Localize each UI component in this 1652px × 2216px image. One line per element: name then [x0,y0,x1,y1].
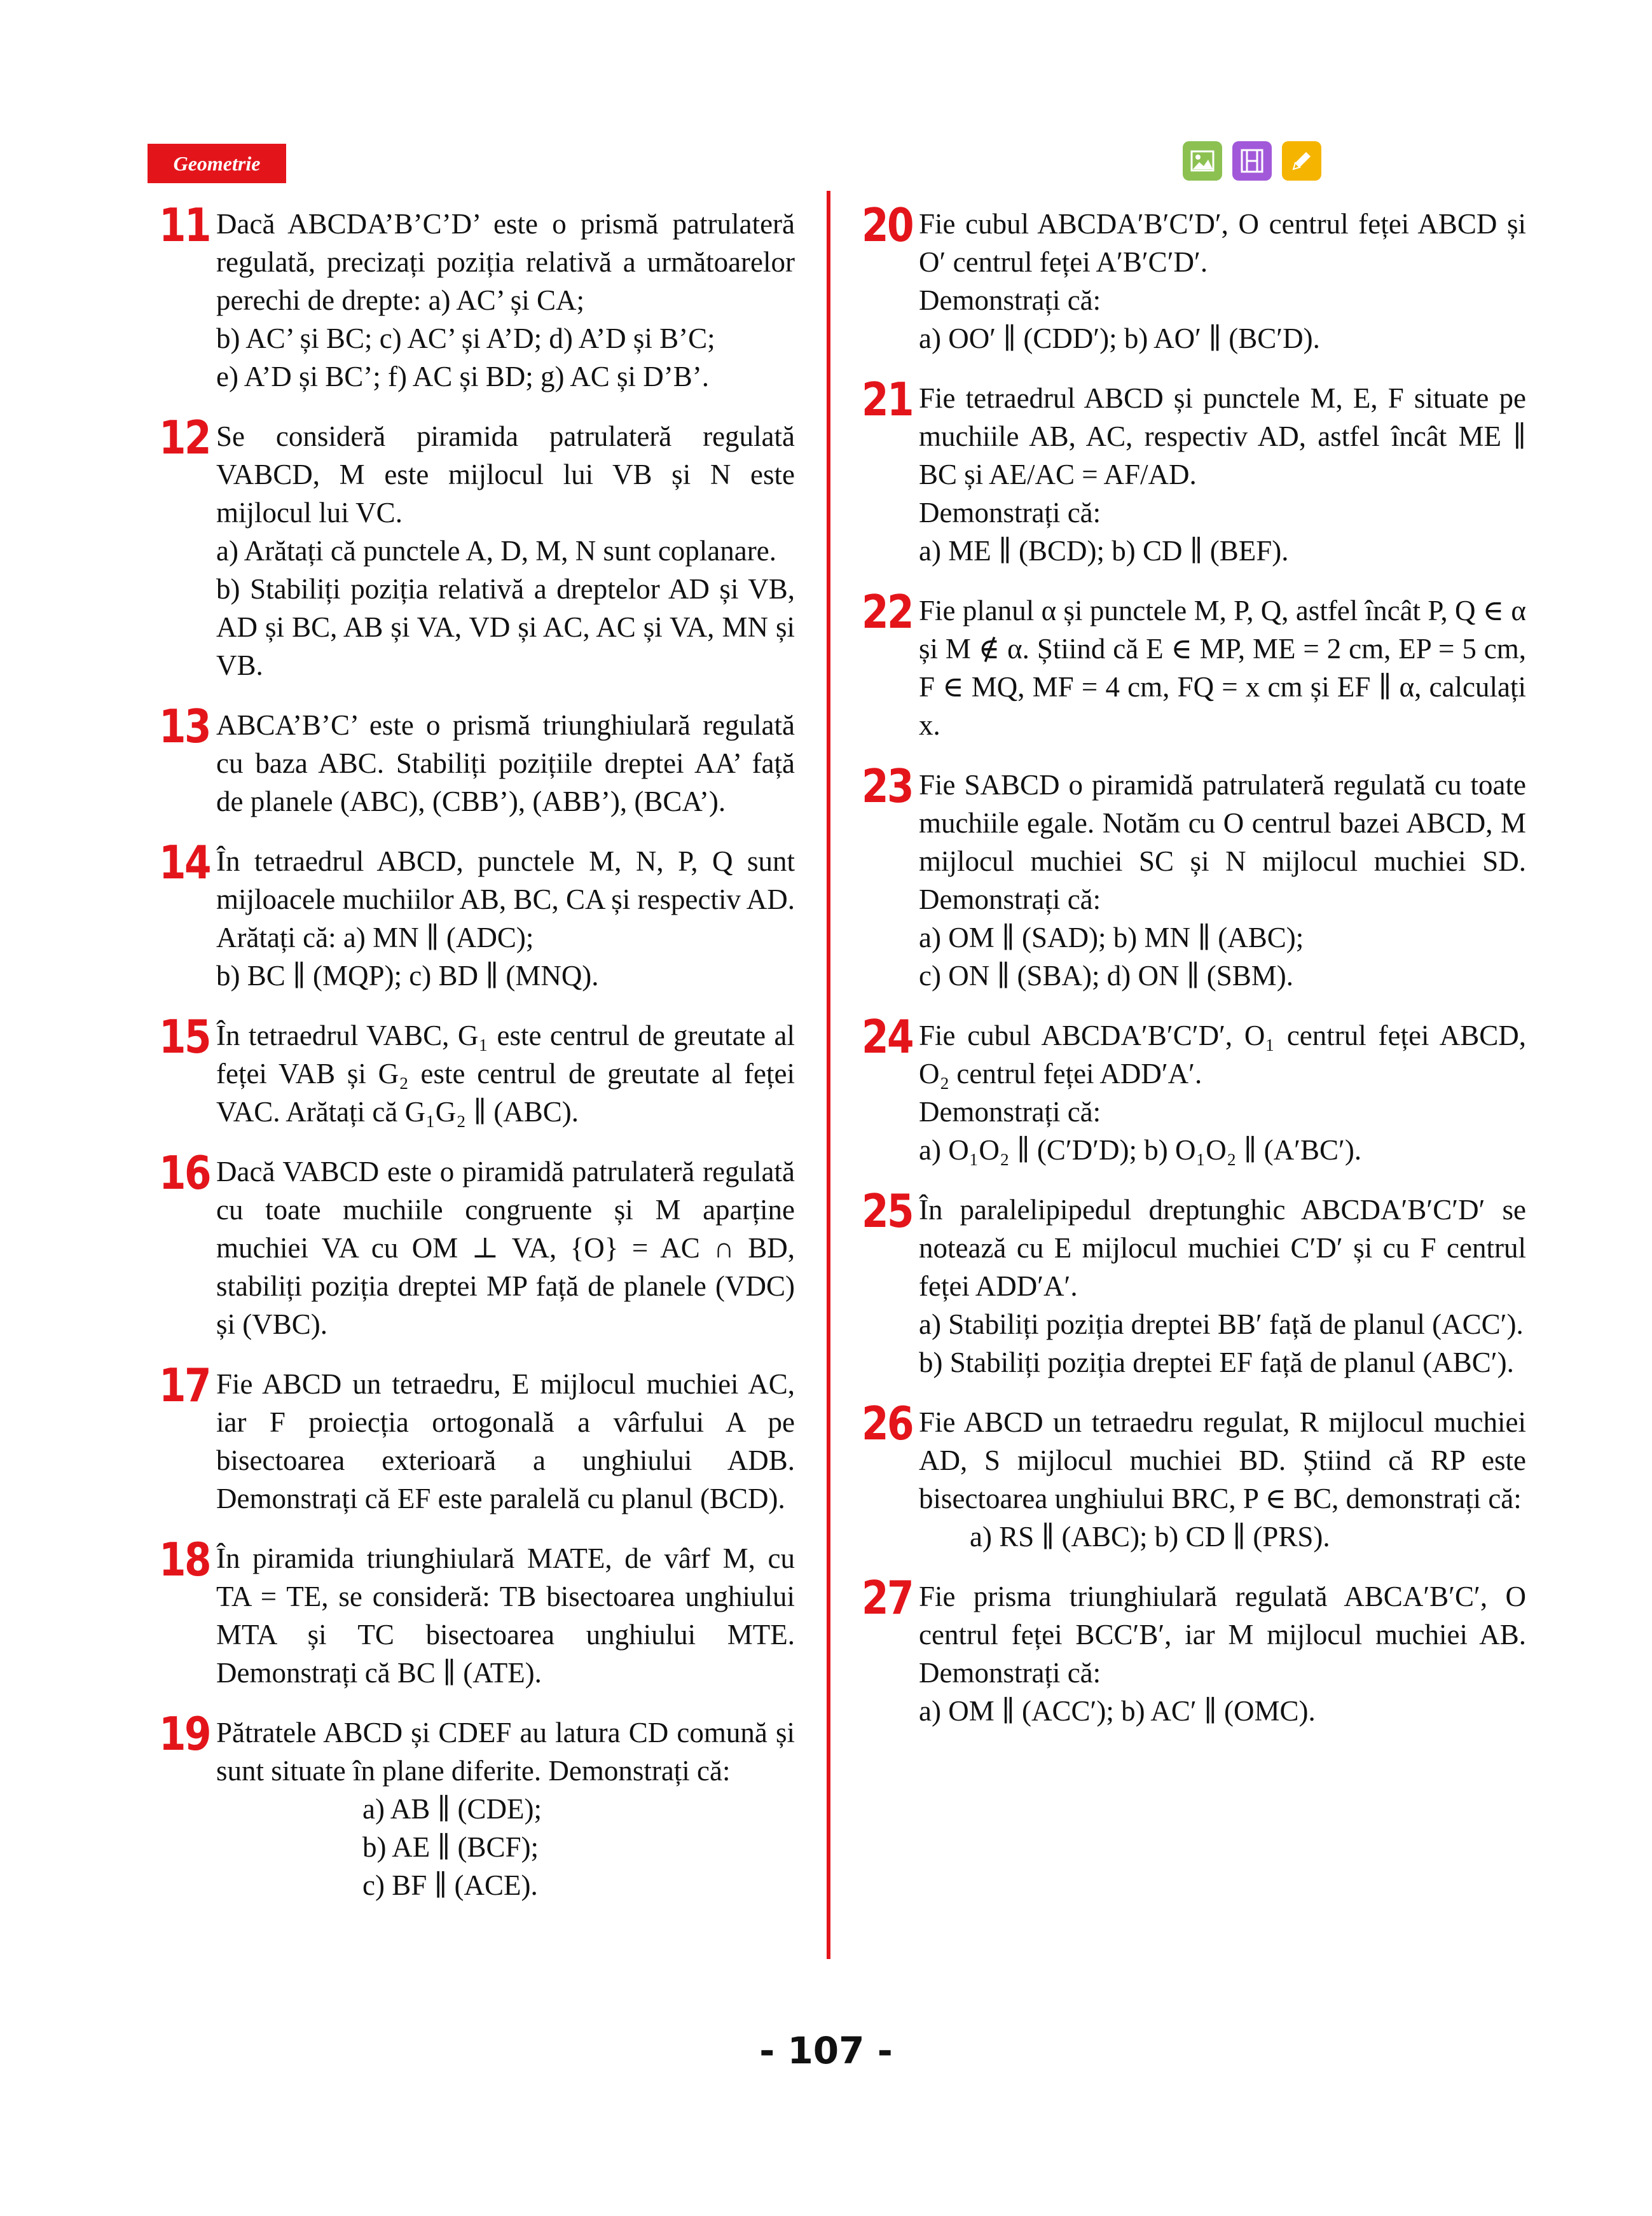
exercise-text: Se consideră piramida patrulateră regulată VABCD, M este mijlocul lui VB și N este mijlocul lui VC. [216,420,795,529]
exercise-number: 18 [159,1533,210,1586]
exercise-text: Fie planul α și punctele M, P, Q, astfel încât P, Q ∈ α și M ∉ α. Știind că E ∈ MP, ME = 2 cm, EP = 5 cm, F ∈ MQ, MF = 4 cm, FQ = x cm și EF ∥ α, calculați x. [919,595,1526,741]
exercise-text: c) BF ∥ (ACE). [362,1869,538,1901]
exercise-text: a) Stabiliți poziția dreptei BB′ față de planul (ACC′). [919,1308,1524,1340]
exercise-14 [159,836,795,995]
media-icons [1183,141,1321,181]
left-column [159,198,795,1926]
exercise-text: a) O₁O₂ ∥ (C′D′D); b) O₁O₂ ∥ (A′BC′). [919,1134,1362,1166]
exercise-11 [159,198,795,396]
column-divider [827,191,830,1959]
exercise-number: 25 [862,1184,913,1238]
page-number: - 107 - [759,2029,893,2072]
exercise-21 [862,373,1526,570]
exercise-number: 20 [862,198,913,252]
exercise-text: a) Arătați că punctele A, D, M, N sunt coplanare. [216,535,776,567]
exercise-text: Fie cubul ABCDA′B′C′D′, O centrul feței ABCD și O′ centrul feței A′B′C′D′. [919,208,1526,278]
exercise-text: a) ME ∥ (BCD); b) CD ∥ (BEF). [919,535,1289,567]
exercise-number: 17 [159,1359,210,1412]
exercise-17 [159,1359,795,1518]
exercise-25 [862,1184,1526,1382]
exercise-text: Fie ABCD un tetraedru regulat, R mijlocul muchiei AD, S mijlocul muchiei BD. Știind că RP este bisectoarea unghiului BRC, P ∈ BC, demonstrați că: [919,1406,1526,1514]
exercise-text: Dacă ABCDA’B’C’D’ este o prismă patrulateră regulată, precizați poziția relativă a următoarelor perechi de drepte: a) AC’ și CA; [216,208,795,316]
exercise-number: 27 [862,1571,913,1624]
right-column [862,198,1526,1752]
exercise-24 [862,1010,1526,1169]
exercise-20 [862,198,1526,357]
exercise-text: În tetraedrul VABC, G₁ este centrul de greutate al feței VAB și G₂ este centrul de greutate al feței VAC. Arătați că G₁G₂ ∥ (ABC). [216,1020,795,1128]
film-icon[interactable] [1232,141,1272,181]
exercise-number: 21 [862,373,913,426]
exercise-text: Demonstrați că: [919,497,1101,529]
exercise-number: 23 [862,759,913,813]
exercise-text: Fie tetraedrul ABCD și punctele M, E, F situate pe muchiile AB, AC, respectiv AD, astfel încât ME ∥ BC și AE/AC = AF/AD. [919,382,1526,490]
exercise-number: 13 [159,700,210,753]
exercise-27 [862,1571,1526,1730]
exercise-text: Fie SABCD o piramidă patrulateră regulată cu toate muchiile egale. Notăm cu O centrul bazei ABCD, M mijlocul muchiei SC și N mijlocul muchiei SD. Demonstrați că: [919,769,1526,915]
exercise-26 [862,1397,1526,1556]
image-icon[interactable] [1183,141,1222,181]
exercise-18 [159,1533,795,1692]
exercise-16 [159,1146,795,1343]
section-tag: Geometrie [148,144,286,183]
exercise-text: ABCA’B’C’ este o prismă triunghiulară regulată cu baza ABC. Stabiliți pozițiile dreptei AA’ față de planele (ABC), (CBB’), (ABB’), (BCA’). [216,709,795,817]
exercise-text: Fie cubul ABCDA′B′C′D′, O₁ centrul feței ABCD, O₂ centrul feței ADD′A′. [919,1020,1526,1090]
exercise-text: În paralelipipedul dreptunghic ABCDA′B′C′D′ se notează cu E mijlocul muchiei C′D′ și cu F centrul feței ADD′A′. [919,1194,1526,1302]
exercise-number: 15 [159,1010,210,1063]
exercise-text: Fie ABCD un tetraedru, E mijlocul muchiei AC, iar F proiecția ortogonală a vârfului A pe bisectoarea exterioară a unghiului ADB. Demonstrați că EF este paralelă cu planul (BCD). [216,1368,795,1514]
exercise-text: Dacă VABCD este o piramidă patrulateră regulată cu toate muchiile congruente și M aparține muchiei VA cu OM ⊥ VA, {O} = AC ∩ BD, stabiliți poziția dreptei MP față de planele (VDC) și (VBC). [216,1156,795,1340]
exercise-text: a) RS ∥ (ABC); b) CD ∥ (PRS). [970,1521,1330,1553]
exercise-number: 14 [159,836,210,889]
exercise-text: În tetraedrul ABCD, punctele M, N, P, Q sunt mijloacele muchiilor AB, BC, CA și respectiv AD. Arătați că: a) MN ∥ (ADC); [216,845,795,953]
exercise-number: 19 [159,1707,210,1761]
exercise-text: c) ON ∥ (SBA); d) ON ∥ (SBM). [919,960,1294,992]
exercise-text: a) OM ∥ (ACC′); b) AC′ ∥ (OMC). [919,1695,1316,1727]
exercise-number: 11 [159,198,210,252]
exercise-13 [159,700,795,821]
exercise-text: Demonstrați că: [919,1096,1101,1128]
exercise-text: b) Stabiliți poziția relativă a dreptelor AD și VB, AD și BC, AB și VA, VD și AC, AC și VA, MN și VB. [216,573,795,681]
exercise-text: a) AB ∥ (CDE); [362,1793,542,1825]
exercise-text: Pătratele ABCD și CDEF au latura CD comună și sunt situate în plane diferite. Demonstrați că: [216,1717,795,1787]
exercise-15 [159,1010,795,1131]
exercise-number: 16 [159,1146,210,1200]
exercise-23 [862,759,1526,995]
exercise-number: 24 [862,1010,913,1063]
exercise-text: a) OM ∥ (SAD); b) MN ∥ (ABC); [919,922,1304,953]
pencil-icon[interactable] [1282,141,1321,181]
exercise-22 [862,585,1526,744]
exercise-text: Fie prisma triunghiulară regulată ABCA′B′C′, O centrul feței BCC′B′, iar M mijlocul muchiei AB. Demonstrați că: [919,1581,1526,1689]
exercise-number: 22 [862,585,913,639]
exercise-text: b) AC’ și BC; c) AC’ și A’D; d) A’D și B’C; [216,322,715,354]
exercise-number: 12 [159,411,210,464]
exercise-text: b) AE ∥ (BCF); [362,1831,539,1863]
exercise-text: b) Stabiliți poziția dreptei EF față de planul (ABC′). [919,1347,1514,1378]
exercise-text: În piramida triunghiulară MATE, de vârf M, cu TA = TE, se consideră: TB bisectoarea unghiului MTA și TC bisectoarea unghiului MTE. Demonstrați că BC ∥ (ATE). [216,1542,795,1689]
exercise-number: 26 [862,1397,913,1450]
exercise-19 [159,1707,795,1904]
exercise-text: e) A’D și BC’; f) AC și BD; g) AC și D’B’. [216,361,710,392]
exercise-text: Demonstrați că: [919,284,1101,316]
exercise-12 [159,411,795,684]
exercise-text: a) OO′ ∥ (CDD′); b) AO′ ∥ (BC′D). [919,322,1320,354]
exercise-text: b) BC ∥ (MQP); c) BD ∥ (MNQ). [216,960,599,992]
